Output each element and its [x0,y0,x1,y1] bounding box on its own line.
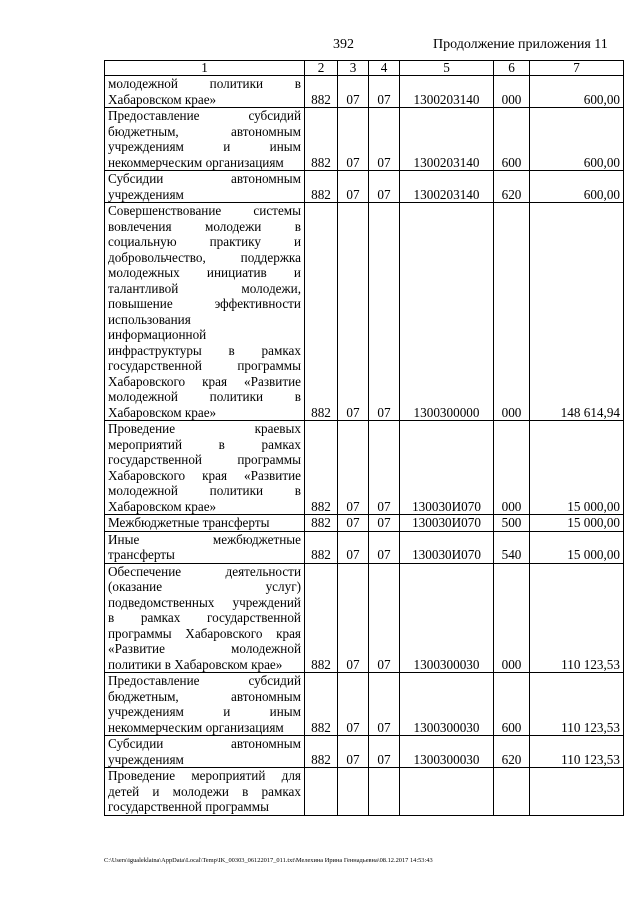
amount-cell: 600,00 [530,76,624,108]
subsection-code-cell: 07 [369,515,400,532]
row-name-line: Проведение мероприятий для [108,768,301,783]
target-article-cell: 1300300030 [400,563,494,673]
section-code-cell: 07 [338,203,369,421]
ministry-code-cell: 882 [305,76,338,108]
budget-table [104,60,624,816]
row-name-line: социальную практику и [108,234,301,249]
row-name-line: инфраструктуры в рамках [108,342,301,358]
target-article-cell: 130030И070 [400,531,494,563]
subsection-code-cell: 07 [369,76,400,108]
row-name-line: Хабаровском крае» [108,404,217,420]
row-name-line: Предоставление субсидий [108,108,301,123]
ministry-code-cell: 882 [305,515,338,532]
section-code-cell: 07 [338,171,369,203]
row-name-line: Обеспечение деятельности [108,563,301,579]
row-name-cell [105,563,305,673]
footer-file-path: C:\Users\igualeklaina\AppData\Local\Temp\IK_00303_06122017_011.txt\Мелехина Ирина Геннадьевна\08.12.2017 14:53:43 [104,857,433,864]
subsection-code-cell: 07 [369,563,400,673]
row-name-line: Совершенствование системы [108,203,301,218]
row-name-line: учреждениям [108,751,184,767]
subsection-code-cell: 07 [369,736,400,768]
row-name-line: учреждениям и иным [108,704,301,719]
row-name-line: молодежной политики в [108,76,301,91]
ministry-code-cell: 882 [305,203,338,421]
row-name-cell [105,768,305,816]
column-header: 1 [105,61,305,76]
row-name-line: повышение эффективности [108,296,301,311]
column-header: 6 [494,61,530,76]
row-name-line: вовлечения молодежи в [108,218,301,234]
table-row [105,421,624,515]
table-row [105,736,624,768]
column-header: 5 [400,61,494,76]
table-row [105,171,624,203]
row-name-line: политики в Хабаровском крае» [108,656,283,672]
row-name-cell [105,108,305,171]
row-name-cell [105,203,305,421]
target-article-cell: 1300203140 [400,171,494,203]
expense-type-cell: 000 [494,421,530,515]
row-name-line: Хабаровского края «Развитие [108,467,301,483]
row-name-line: Хабаровском крае» [108,91,217,107]
amount-cell: 15 000,00 [530,421,624,515]
table-row [105,108,624,171]
ministry-code-cell: 882 [305,531,338,563]
row-name-line: бюджетным, автономным [108,688,301,704]
target-article-cell: 1300300030 [400,736,494,768]
row-name-line: мероприятий в рамках [108,436,301,452]
row-name-line: Иные межбюджетные [108,531,301,547]
amount-cell: 110 123,53 [530,563,624,673]
section-code-cell: 07 [338,563,369,673]
expense-type-cell: 600 [494,673,530,736]
target-article-cell: 130030И070 [400,421,494,515]
row-name-line: молодежных инициатив и [108,265,301,280]
row-name-line: учреждениям [108,186,184,202]
row-name-line: трансферты [108,547,175,562]
row-name-line: Хабаровского края «Развитие [108,373,301,389]
row-name-cell [105,421,305,515]
row-name-line: Субсидии автономным [108,171,301,186]
row-name-line: «Развитие молодежной [108,641,301,656]
row-name-line: учреждениям и иным [108,139,301,154]
expense-type-cell: 000 [494,203,530,421]
row-name-cell [105,76,305,108]
section-code-cell: 07 [338,673,369,736]
row-name-cell [105,736,305,768]
amount-cell: 15 000,00 [530,531,624,563]
ministry-code-cell: 882 [305,673,338,736]
row-name-line: молодежной политики в [108,389,301,404]
column-header: 4 [369,61,400,76]
row-name-line: государственной программы [108,358,301,373]
target-article-cell: 1300300000 [400,203,494,421]
ministry-code-cell: 882 [305,736,338,768]
section-code-cell: 07 [338,421,369,515]
row-name-line: бюджетным, автономным [108,123,301,139]
row-name-line: подведомственных учреждений [108,594,301,610]
ministry-code-cell [305,768,338,816]
table-row [105,673,624,736]
row-name-line: в рамках государственной [108,610,301,625]
row-name-line: (оказание услуг) [108,579,301,594]
amount-cell: 600,00 [530,171,624,203]
row-name-line: детей и молодежи в рамках [108,783,301,799]
row-name-line: программы Хабаровского края [108,625,301,641]
expense-type-cell: 600 [494,108,530,171]
appendix-continuation-label: Продолжение приложения 11 [433,37,608,52]
row-name-line: использования [108,311,191,327]
subsection-code-cell: 07 [369,171,400,203]
amount-cell [530,768,624,816]
target-article-cell: 1300300030 [400,673,494,736]
section-code-cell: 07 [338,515,369,532]
row-name-line: некоммерческим организациям [108,154,284,170]
row-name-line: Проведение краевых [108,421,301,436]
row-name-line: Межбюджетные трансферты [108,515,270,530]
section-code-cell: 07 [338,108,369,171]
row-name-line: добровольчество, поддержка [108,249,301,265]
row-name-line: Субсидии автономным [108,736,301,751]
page-number: 392 [333,37,354,52]
row-name-cell [105,171,305,203]
section-code-cell: 07 [338,736,369,768]
row-name-line: Предоставление субсидий [108,673,301,688]
expense-type-cell: 000 [494,76,530,108]
table-row [105,563,624,673]
table-row [105,203,624,421]
row-name-line: молодежной политики в [108,483,301,498]
amount-cell: 110 123,53 [530,673,624,736]
amount-cell: 148 614,94 [530,203,624,421]
target-article-cell: 1300203140 [400,76,494,108]
subsection-code-cell: 07 [369,531,400,563]
column-header: 2 [305,61,338,76]
expense-type-cell [494,768,530,816]
section-code-cell [338,768,369,816]
table-header-row [105,61,624,76]
ministry-code-cell: 882 [305,563,338,673]
subsection-code-cell: 07 [369,421,400,515]
subsection-code-cell: 07 [369,108,400,171]
expense-type-cell: 000 [494,563,530,673]
subsection-code-cell: 07 [369,203,400,421]
ministry-code-cell: 882 [305,108,338,171]
section-code-cell: 07 [338,531,369,563]
ministry-code-cell: 882 [305,421,338,515]
subsection-code-cell [369,768,400,816]
expense-type-cell: 500 [494,515,530,532]
table-row [105,531,624,563]
expense-type-cell: 620 [494,736,530,768]
row-name-cell [105,673,305,736]
target-article-cell [400,768,494,816]
subsection-code-cell: 07 [369,673,400,736]
expense-type-cell: 540 [494,531,530,563]
row-name-line: информационной [108,327,207,342]
amount-cell: 110 123,53 [530,736,624,768]
row-name-line: Хабаровском крае» [108,498,217,514]
column-header: 3 [338,61,369,76]
row-name-line: государственной программы [108,799,269,814]
amount-cell: 15 000,00 [530,515,624,532]
target-article-cell: 130030И070 [400,515,494,532]
expense-type-cell: 620 [494,171,530,203]
row-name-line: некоммерческим организациям [108,719,284,735]
table-row [105,76,624,108]
target-article-cell: 1300203140 [400,108,494,171]
table-body [105,76,624,816]
ministry-code-cell: 882 [305,171,338,203]
section-code-cell: 07 [338,76,369,108]
table-row [105,515,624,532]
row-name-cell [105,515,305,532]
amount-cell: 600,00 [530,108,624,171]
table-row [105,768,624,816]
row-name-cell [105,531,305,563]
row-name-line: талантливой молодежи, [108,280,301,296]
row-name-line: государственной программы [108,452,301,467]
column-header: 7 [530,61,624,76]
